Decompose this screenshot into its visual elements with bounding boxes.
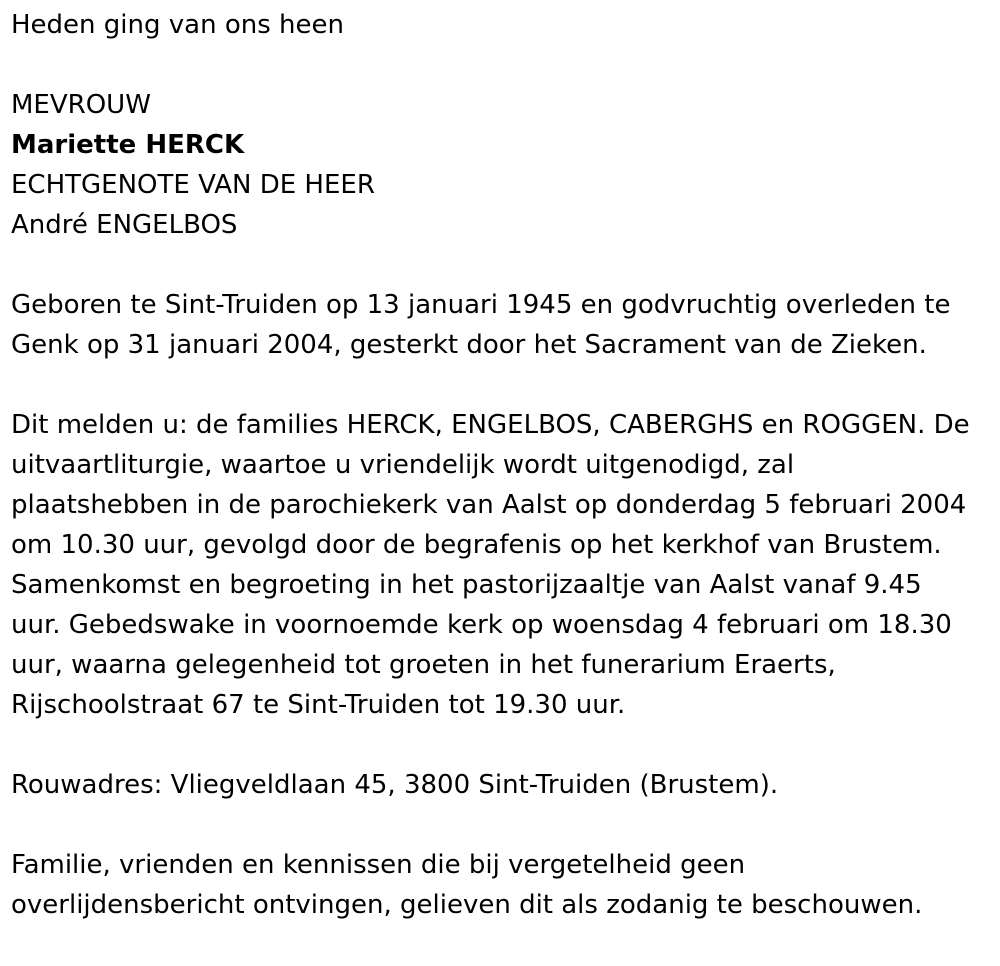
spacer xyxy=(11,365,991,405)
spacer xyxy=(11,805,991,845)
death-notice xyxy=(11,5,991,925)
intro-text: Heden ging van ons heen xyxy=(11,10,344,40)
mourning-address: Rouwadres: Vliegveldlaan 45, 3800 Sint-Truiden (Brustem). xyxy=(11,770,779,800)
birth-death-paragraph: Geboren te Sint-Truiden op 13 januari 1945 en godvruchtig overleden te Genk op 31 januari 2004, gesterkt door het Sacrament van de Zieken. xyxy=(11,290,951,360)
announcement-paragraph: Dit melden u: de families HERCK, ENGELBOS, CABERGHS en ROGGEN. De uitvaartliturgie, waartoe u vriendelijk wordt uitgenodigd, zal plaatshebben in de parochiekerk van Aalst op donderdag 5 februari 2004 om 10.30 uur, gevolgd door de begrafenis op het kerkhof van Brustem. Samenkomst en begroeting in het pastorijzaaltje van Aalst vanaf 9.45 uur. Gebedswake in voornoemde kerk op woensdag 4 februari om 18.30 uur, waarna gelegenheid tot groeten in het funerarium Eraerts, Rijschoolstraat 67 te Sint-Truiden tot 19.30 uur. xyxy=(11,410,970,720)
title-prefix: MEVROUW xyxy=(11,90,151,120)
relation-text: ECHTGENOTE VAN DE HEER xyxy=(11,170,375,200)
deceased-name: Mariette HERCK xyxy=(11,130,245,160)
spacer xyxy=(11,45,991,85)
spacer xyxy=(11,725,991,765)
closing-paragraph: Familie, vrienden en kennissen die bij vergetelheid geen overlijdensbericht ontvingen, gelieven dit als zodanig te beschouwen. xyxy=(11,850,923,920)
spouse-name: André ENGELBOS xyxy=(11,210,238,240)
spacer xyxy=(11,245,991,285)
